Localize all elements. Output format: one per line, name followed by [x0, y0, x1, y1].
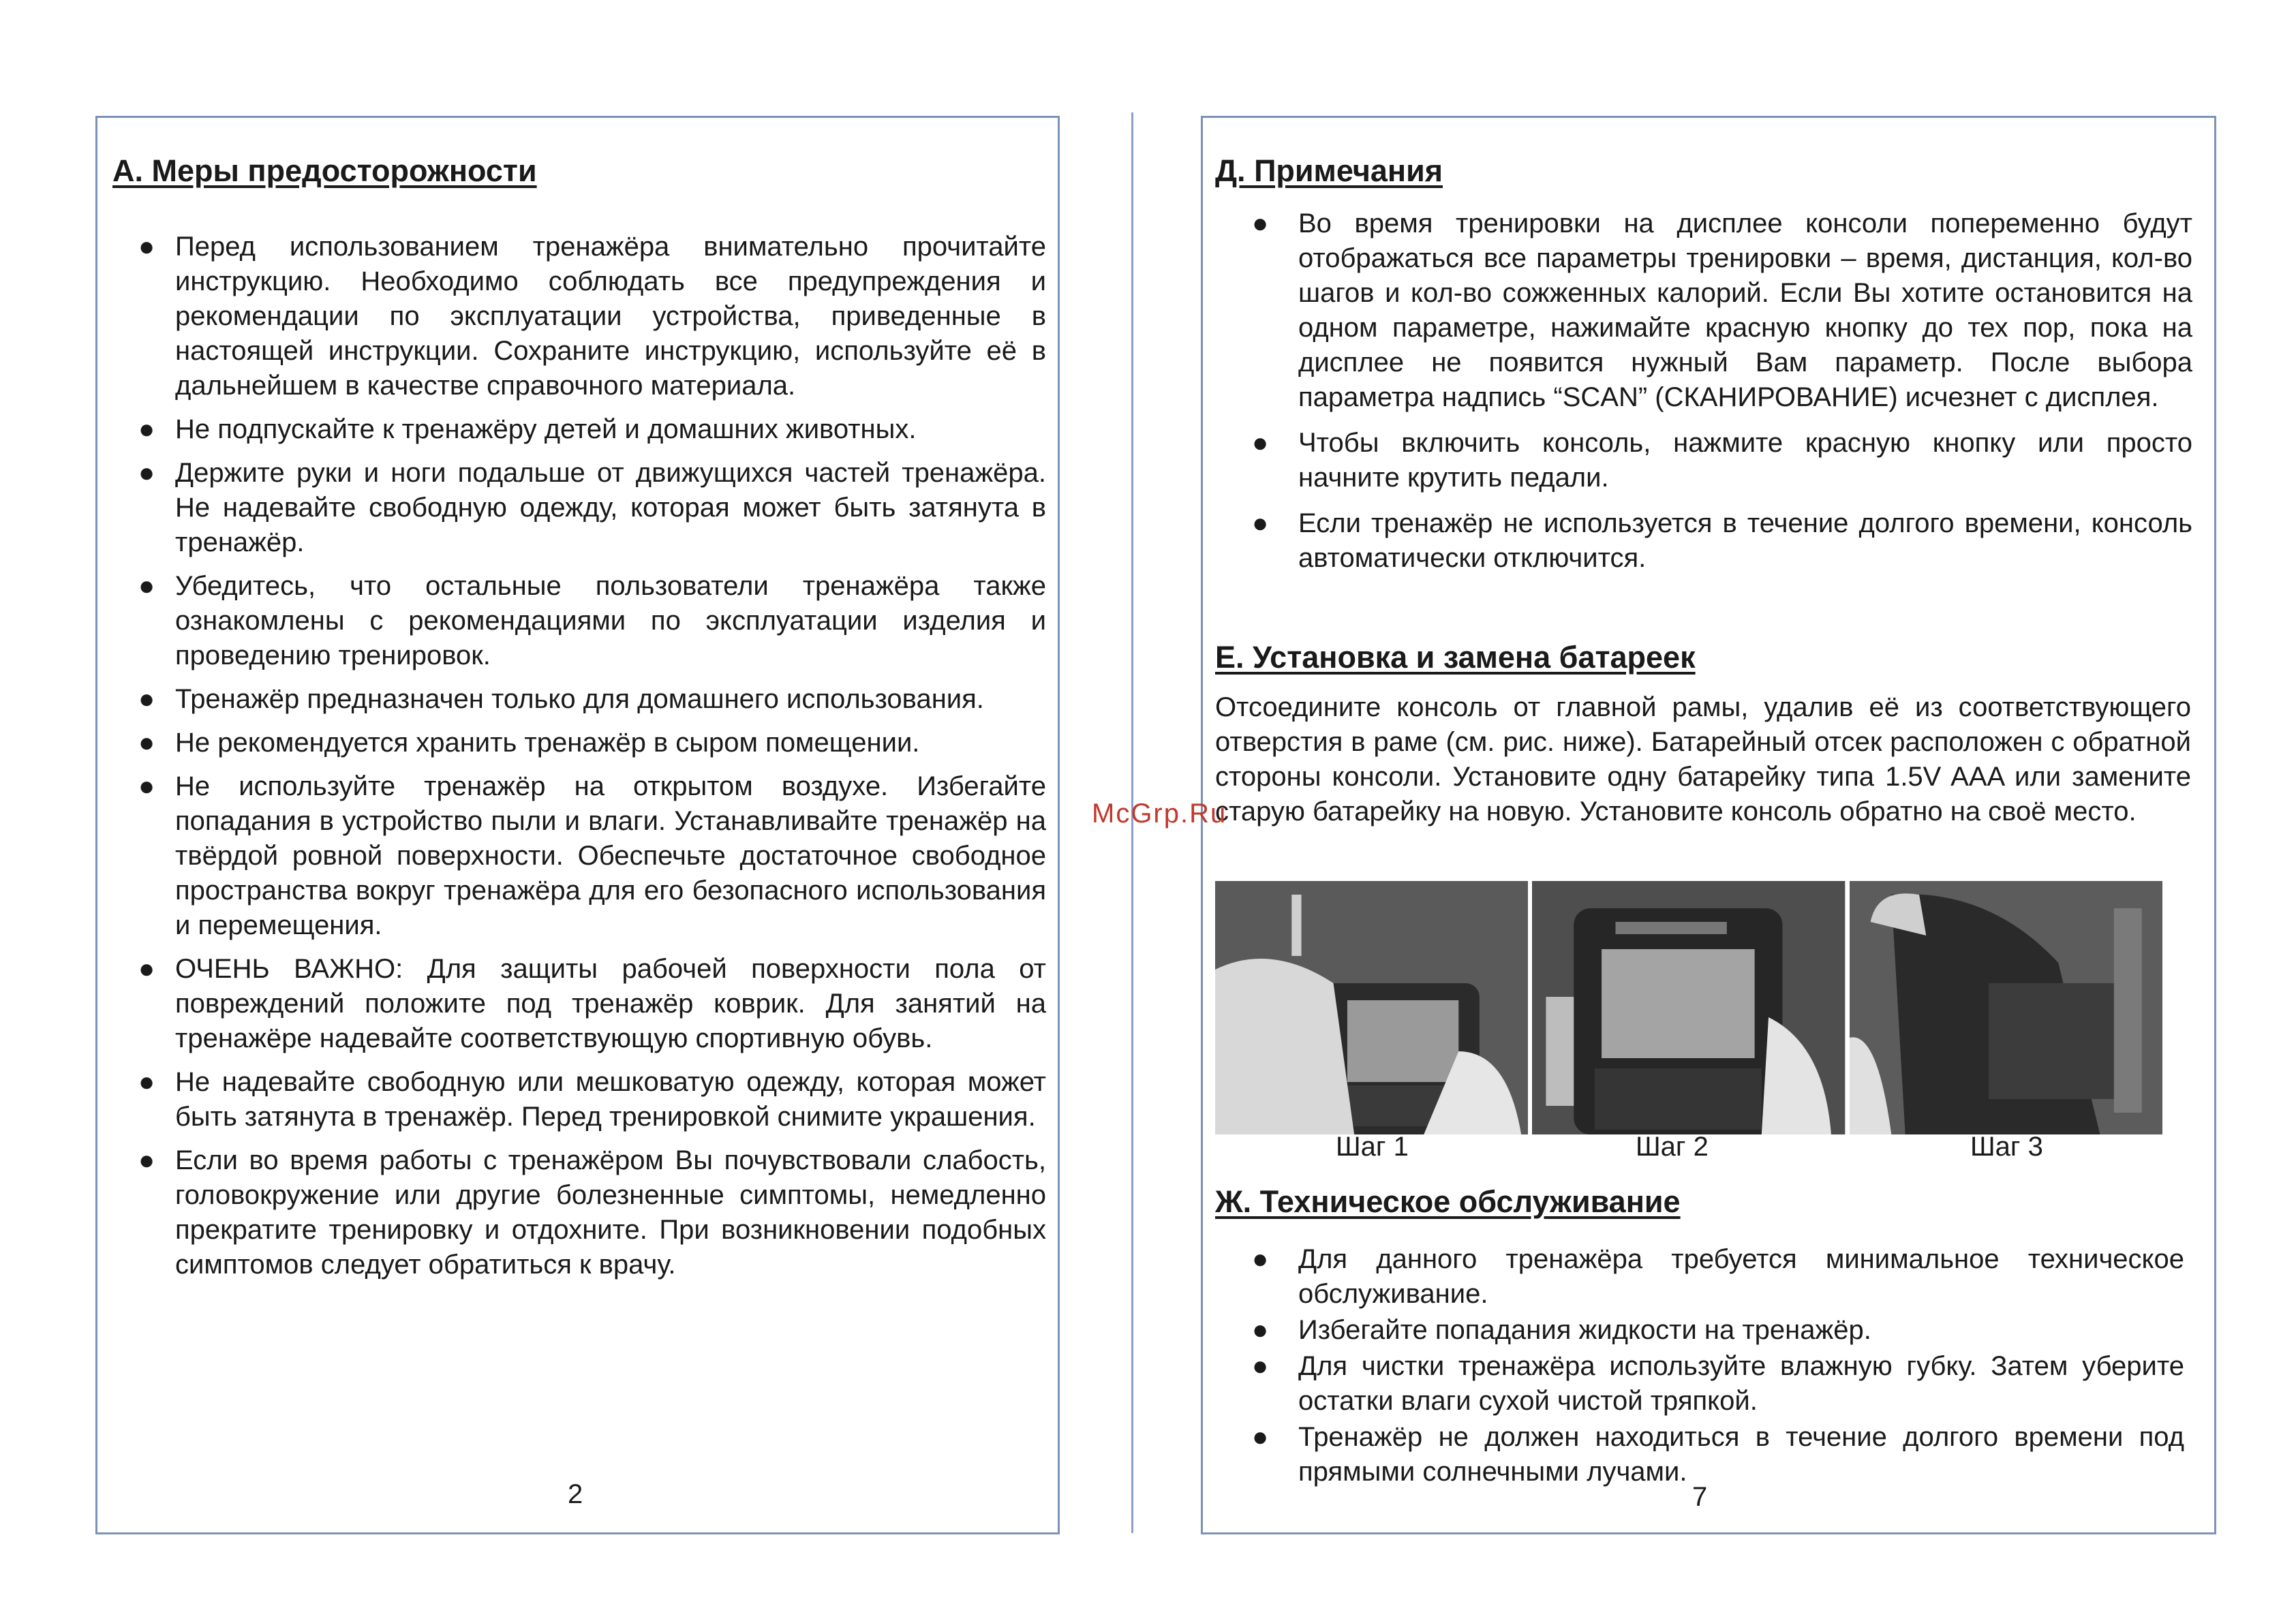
list-item: ● Тренажёр предназначен только для домашнего использования.	[138, 684, 984, 714]
list-item: ● Для данного тренажёра требуется минимальное техническое обслуживание.	[1252, 1244, 2184, 1309]
list-item: ● Не подпускайте к тренажёру детей и домашних животных.	[138, 414, 917, 444]
step-captions	[1203, 1132, 2218, 1173]
list-item: ● Не надевайте свободную или мешковатую одежду, которая может быть затянута в тренажёр. Перед тренировкой снимите украшения.	[138, 1067, 1046, 1132]
list-item: ● Тренажёр не должен находиться в течение долгого времени под прямыми солнечными лучами.	[1252, 1422, 2184, 1487]
list-item: ● Не рекомендуется хранить тренажёр в сыром помещении.	[138, 728, 920, 758]
battery-heading: Е. Установка и замена батареек	[1215, 640, 1696, 675]
list-item: ● Избегайте попадания жидкости на тренажёр.	[1252, 1315, 1871, 1345]
step-3-photo	[1850, 881, 2162, 1134]
maintenance-heading: Ж. Техническое обслуживание	[1215, 1184, 1681, 1219]
list-item: ● Чтобы включить консоль, нажмите красную кнопку или просто начните крутить педали.	[1252, 428, 2192, 493]
left-page	[95, 116, 1060, 1534]
precautions-list	[112, 230, 1046, 1291]
step-3-caption: Шаг 3	[1970, 1132, 2043, 1162]
watermark: McGrp.Ru	[1092, 799, 1227, 829]
list-item: ● Не используйте тренажёр на открытом воздухе. Избегайте попадания в устройство пыли и влаги. Устанавливайте тренажёр на твёрдой ровной поверхности. Обеспечьте достаточное свободное пространства вокруг тренажёра для его безопасного использования и перемещения.	[138, 771, 1046, 940]
right-page	[1201, 116, 2216, 1534]
maintenance-list	[1203, 1242, 2184, 1491]
page-number: 2	[568, 1479, 583, 1509]
precautions-heading: А. Меры предосторожности	[112, 153, 537, 188]
battery-instructions: Отсоедините консоль от главной рамы, удалив её из соответствующего отверстия в раме (см. рис. ниже). Батарейный отсек расположен с обратной стороны консоли. Установите одну батарейку типа 1.5V AAA или замените старую батарейку на новую. Установите консоль обратно на своё место.	[1215, 692, 2191, 826]
step-1-caption: Шаг 1	[1336, 1132, 1409, 1162]
list-item: ● Перед использованием тренажёра внимательно прочитайте инструкцию. Необходимо соблюдать все предупреждения и рекомендации по эксплуатации устройства, приведенные в настоящей инструкции. Сохраните инструкцию, используйте её в дальнейшем в качестве справочного материала.	[138, 232, 1046, 401]
list-item: ● Во время тренировки на дисплее консоли попеременно будут отображаться все параметры тренировки – время, дистанция, кол-во шагов и кол-во сожженных калорий. Если Вы хотите остановится на одном параметре, нажимайте красную кнопку до тех пор, пока на дисплее не появится нужный Вам параметр. После выбора параметра надпись “SCAN” (СКАНИРОВАНИЕ) исчезнет с дисплея.	[1252, 208, 2192, 412]
list-item: ● Для чистки тренажёра используйте влажную губку. Затем уберите остатки влаги сухой чистой тряпкой.	[1252, 1351, 2184, 1416]
battery-photos	[1215, 881, 2162, 1134]
step-1-photo	[1215, 881, 1528, 1134]
step-2-photo	[1532, 881, 1845, 1134]
list-item: ● ОЧЕНЬ ВАЖНО: Для защиты рабочей поверхности пола от повреждений положите под тренажёр коврик. Для занятий на тренажёре надевайте соответствующую спортивную обувь.	[138, 954, 1046, 1053]
list-item: ● Если тренажёр не используется в течение долгого времени, консоль автоматически отключится.	[1252, 508, 2192, 573]
notes-heading: Д. Примечания	[1215, 153, 1443, 188]
list-item: ● Если во время работы с тренажёром Вы почувствовали слабость, головокружение или другие болезненные симптомы, немедленно прекратите тренировку и отдохните. При возникновении подобных симптомов следует обратиться к врачу.	[138, 1145, 1046, 1280]
notes-list	[1203, 206, 2192, 587]
page-number: 7	[1692, 1482, 1708, 1512]
step-2-caption: Шаг 2	[1636, 1132, 1709, 1162]
list-item: ● Убедитесь, что остальные пользователи тренажёра также ознакомлены с рекомендациями по эксплуатации изделия и проведению тренировок.	[138, 571, 1046, 670]
list-item: ● Держите руки и ноги подальше от движущихся частей тренажёра. Не надевайте свободную одежду, которая может быть затянута в тренажёр.	[138, 458, 1046, 557]
